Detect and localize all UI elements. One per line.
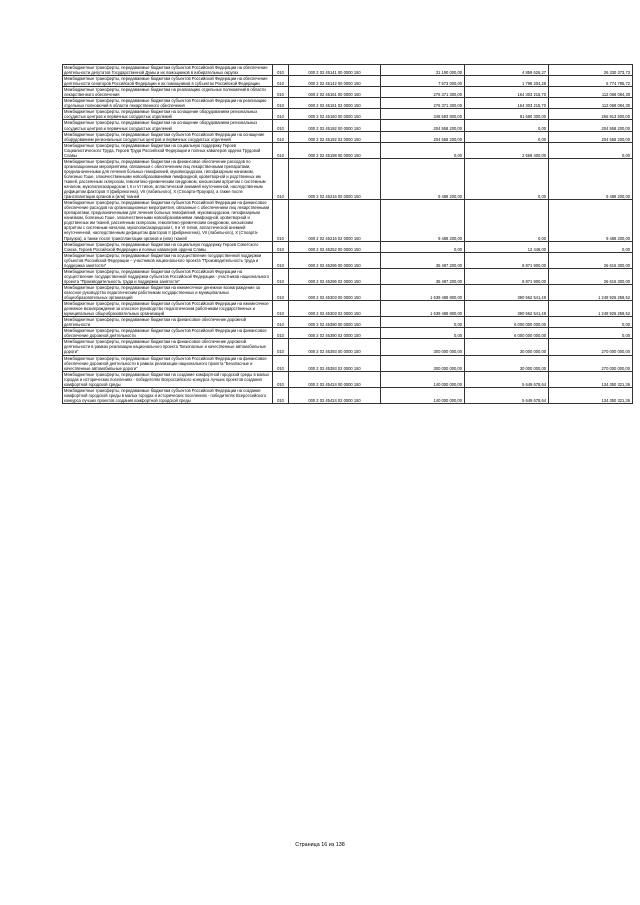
row-kbk-cell: 000 2 02 45390 00 0000 150 [289, 317, 381, 328]
row-executed-cell: 5 649 678,64 [465, 387, 549, 403]
row-assigned-cell: 204 558 200,00 [381, 120, 465, 131]
row-kbk-cell: 000 2 02 45252 00 0000 150 [289, 241, 381, 252]
row-assigned-cell: 0,00 [381, 317, 465, 328]
table-row [63, 109, 633, 120]
table-row [63, 371, 633, 387]
table-row [63, 387, 633, 403]
row-name-cell: Межбюджетные трансферты, передаваемые бюджетам на осуществление государственной поддержки субъектов Российской Федерации – участников национального проекта "Производительность труда и поддержка занятости" [63, 252, 273, 268]
row-kbk-cell: 000 2 02 45424 02 0000 150 [289, 387, 381, 403]
table-row [63, 339, 633, 355]
table-row [63, 76, 633, 87]
row-unexecuted-cell: 5 774 795,72 [549, 76, 633, 87]
row-executed-cell: 390 562 541,48 [465, 301, 549, 317]
row-name-cell: Межбюджетные трансферты, передаваемые бюджетам субъектов Российской Федерации на финансовое обеспечение расходов на организационные мероприятия, связанные с обеспечением лиц лекарственными препаратами, предназначенными для лечения больных гемофилией, муковисцидозом, гипофизарным нанизмом, болезнью Гоше, злокачественными новообразованиями лимфоидной, кроветворной и родственных им тканей, рассеянным склерозом, гемолитико-уремическим синдромом, юношеским артритом с системным началом, мукополисахаридозом I, II и VI типов, апластической анемией неуточненной, наследственным дефицитом факторов II (фибриногена), VII (лабильного), X (Стюарта-Прауэра), а также после трансплантации органов и (или) тканей [63, 200, 273, 241]
row-name-cell: Межбюджетные трансферты, передаваемые бюджетам субъектов Российской Федерации на финансовое обеспечение дорожной деятельности в рамках реализации национального проекта "Безопасные и качественные автомобильные дороги" [63, 355, 273, 371]
row-unexecuted-cell: 9 488 200,00 [549, 200, 633, 241]
row-code-cell: 010 [273, 241, 289, 252]
row-name-cell: Межбюджетные трансферты, передаваемые бюджетам на социальную поддержку Героев Социалистического Труда, Героев Труда Российской Федерации и полных кавалеров ордена Трудовой Славы [63, 142, 273, 158]
row-name-cell: Межбюджетные трансферты, передаваемые бюджетам субъектов Российской Федерации на ежемесячное денежное вознаграждение за классное руководство педагогическим работникам государственных и муниципальных общеобразовательных организаций [63, 301, 273, 317]
row-assigned-cell: 1 639 488 800,00 [381, 301, 465, 317]
row-executed-cell: 30 000 000,00 [465, 355, 549, 371]
row-code-cell: 010 [273, 328, 289, 339]
row-assigned-cell: 276 371 300,00 [381, 98, 465, 109]
row-name-cell: Межбюджетные трансферты, передаваемые бюджетам на оснащение оборудованием региональных сосудистых центров и первичных сосудистых отделений [63, 109, 273, 120]
row-code-cell: 010 [273, 200, 289, 241]
table-row [63, 252, 633, 268]
row-kbk-cell: 000 2 02 45141 00 0000 150 [289, 65, 381, 76]
row-code-cell: 010 [273, 109, 289, 120]
row-code-cell: 010 [273, 76, 289, 87]
row-name-cell: Межбюджетные трансферты, передаваемые бюджетам субъектов Российской Федерации на обеспечение деятельности депутатов Государственной Думы и их помощников в избирательных округах [63, 65, 273, 76]
row-kbk-cell: 000 2 02 45161 00 0000 150 [289, 87, 381, 98]
row-code-cell: 010 [273, 371, 289, 387]
row-kbk-cell: 000 2 02 45142 00 0000 150 [289, 76, 381, 87]
row-assigned-cell: 35 487 200,00 [381, 268, 465, 284]
row-code-cell: 010 [273, 120, 289, 131]
table-row [63, 120, 633, 131]
row-unexecuted-cell: 9 488 200,00 [549, 158, 633, 199]
row-kbk-cell: 000 2 02 45192 00 0000 150 [289, 120, 381, 131]
row-kbk-cell: 000 2 02 45296 02 0000 150 [289, 268, 381, 284]
table-row [63, 328, 633, 339]
row-code-cell: 010 [273, 339, 289, 355]
row-assigned-cell: 9 488 200,00 [381, 200, 465, 241]
row-code-cell: 010 [273, 65, 289, 76]
row-unexecuted-cell: 270 000 000,00 [549, 355, 633, 371]
row-unexecuted-cell: 112 068 084,30 [549, 98, 633, 109]
row-code-cell: 010 [273, 268, 289, 284]
row-assigned-cell: 0,00 [381, 241, 465, 252]
row-assigned-cell: 204 558 200,00 [381, 131, 465, 142]
row-code-cell: 010 [273, 355, 289, 371]
row-assigned-cell: 300 000 000,00 [381, 355, 465, 371]
row-kbk-cell: 000 2 02 45296 00 0000 150 [289, 252, 381, 268]
row-executed-cell: 4 859 626,27 [465, 65, 549, 76]
row-name-cell: Межбюджетные трансферты, передаваемые бюджетам на создание комфортной городской среды в малых городах и исторических поселениях - победителях Всероссийского конкурса лучших проектов создания комфортной городской среды [63, 371, 273, 387]
row-executed-cell: 6 000 000 000,00 [465, 328, 549, 339]
row-unexecuted-cell: 134 350 321,36 [549, 371, 633, 387]
row-unexecuted-cell: 134 350 321,36 [549, 387, 633, 403]
row-code-cell: 010 [273, 284, 289, 300]
table-row [63, 131, 633, 142]
row-kbk-cell: 000 2 02 45393 00 0000 150 [289, 339, 381, 355]
row-assigned-cell: 140 000 000,00 [381, 387, 465, 403]
row-unexecuted-cell: 0,00 [549, 328, 633, 339]
row-unexecuted-cell: 204 558 200,00 [549, 120, 633, 131]
table-row [63, 158, 633, 199]
row-unexecuted-cell: 112 068 084,30 [549, 87, 633, 98]
row-assigned-cell: 7 573 000,00 [381, 76, 465, 87]
row-executed-cell: 164 303 215,70 [465, 87, 549, 98]
row-unexecuted-cell: 0,00 [549, 241, 633, 252]
row-executed-cell: 0,00 [465, 131, 549, 142]
row-name-cell: Межбюджетные трансферты, передаваемые бюджетам субъектов Российской Федерации на финансовое обеспечение дорожной деятельности [63, 328, 273, 339]
row-name-cell: Межбюджетные трансферты, передаваемые бюджетам на финансовое обеспечение расходов по организационным мероприятиям, связанным с обеспечением лиц лекарственными препаратами, предназначенными для лечения больных гемофилией, муковисцидозом, гипофизарным нанизмом, болезнью Гоше, злокачественными новообразованиями лимфоидной, кроветворной и родственных им тканей, рассеянным склерозом, гемолитико-уремическим синдромом, юношеским артритом с системным началом, мукополисахаридозом I, II и VI типов, апластической анемией неуточненной, наследственным дефицитом факторов II (фибриногена), VII (лабильного), X (Стюарта-Прауэра), а также после трансплантации органов и (или) тканей [63, 158, 273, 199]
row-executed-cell: 5 649 678,64 [465, 371, 549, 387]
row-executed-cell: 164 303 215,70 [465, 98, 549, 109]
row-assigned-cell: 276 371 300,00 [381, 87, 465, 98]
row-kbk-cell: 000 2 02 45303 00 0000 150 [289, 284, 381, 300]
row-name-cell: Межбюджетные трансферты, передаваемые бюджетам на финансовое обеспечение дорожной деятельности [63, 317, 273, 328]
row-name-cell: Межбюджетные трансферты, передаваемые бюджетам на финансовое обеспечение дорожной деятельности в рамках реализации национального проекта "Безопасные и качественные автомобильные дороги" [63, 339, 273, 355]
row-executed-cell: 6 000 000 000,00 [465, 317, 549, 328]
row-name-cell: Межбюджетные трансферты, передаваемые бюджетам на ежемесячное денежное вознаграждение за классное руководство педагогическим работникам государственных и муниципальных общеобразовательных организаций [63, 284, 273, 300]
row-assigned-cell: 0,00 [381, 328, 465, 339]
row-code-cell: 010 [273, 142, 289, 158]
row-assigned-cell: 140 000 000,00 [381, 371, 465, 387]
table-body [63, 65, 633, 404]
table-row [63, 268, 633, 284]
row-code-cell: 010 [273, 301, 289, 317]
row-assigned-cell: 348 593 800,00 [381, 109, 465, 120]
table-row [63, 241, 633, 252]
table-row [63, 87, 633, 98]
row-assigned-cell: 31 190 000,00 [381, 65, 465, 76]
row-kbk-cell: 000 2 02 45390 02 0000 150 [289, 328, 381, 339]
row-unexecuted-cell: 0,00 [549, 317, 633, 328]
row-code-cell: 010 [273, 387, 289, 403]
table-row [63, 200, 633, 241]
row-code-cell: 010 [273, 252, 289, 268]
table-row [63, 142, 633, 158]
row-executed-cell: 390 562 541,48 [465, 284, 549, 300]
row-executed-cell: 8 871 900,00 [465, 268, 549, 284]
row-unexecuted-cell: 1 248 926 258,52 [549, 301, 633, 317]
row-name-cell: Межбюджетные трансферты, передаваемые бюджетам на оснащение оборудованием региональных сосудистых центров и первичных сосудистых отделений [63, 120, 273, 131]
row-assigned-cell: 0,00 [381, 142, 465, 158]
row-executed-cell: 8 871 900,00 [465, 252, 549, 268]
row-name-cell: Межбюджетные трансферты, передаваемые бюджетам субъектов Российской Федерации на реализацию отдельных полномочий в области лекарственного обеспечения [63, 98, 273, 109]
page-footer: Страница 16 из 138 [295, 842, 345, 848]
row-unexecuted-cell: 204 558 200,00 [549, 131, 633, 142]
row-unexecuted-cell: 26 330 373,73 [549, 65, 633, 76]
row-assigned-cell: 9 488 200,00 [381, 158, 465, 199]
row-name-cell: Межбюджетные трансферты, передаваемые бюджетам субъектов Российской Федерации на оснащение оборудованием региональных сосудистых центров и первичных сосудистых отделений [63, 131, 273, 142]
row-code-cell: 010 [273, 98, 289, 109]
row-kbk-cell: 000 2 02 45160 00 0000 150 [289, 109, 381, 120]
row-name-cell: Межбюджетные трансферты, передаваемые бюджетам субъектов Российской Федерации на обеспечение деятельности сенаторов Российской Федерации и их помощников в субъектах Российской Федерации [63, 76, 273, 87]
row-name-cell: Межбюджетные трансферты, передаваемые бюджетам на социальную поддержку Героев Советского Союза, Героев Российской Федерации и полных кавалеров ордена Славы [63, 241, 273, 252]
row-executed-cell: 12 448,00 [465, 241, 549, 252]
row-name-cell: Межбюджетные трансферты, передаваемые бюджетам субъектов Российской Федерации на осуществление государственной поддержки субъектов Российской Федерации - участников национального проекта "Производительность труда и поддержка занятости" [63, 268, 273, 284]
row-executed-cell: 0,00 [465, 158, 549, 199]
row-executed-cell: 30 000 000,00 [465, 339, 549, 355]
row-unexecuted-cell: 0,00 [549, 142, 633, 158]
row-name-cell: Межбюджетные трансферты, передаваемые бюджетам на реализацию отдельных полномочий в области лекарственного обеспечения [63, 87, 273, 98]
row-executed-cell: 0,00 [465, 200, 549, 241]
table-row [63, 317, 633, 328]
report-table [62, 64, 633, 404]
row-unexecuted-cell: 266 913 500,00 [549, 109, 633, 120]
row-kbk-cell: 000 2 02 45216 00 0000 150 [289, 158, 381, 199]
row-kbk-cell: 000 2 02 45216 02 0000 150 [289, 200, 381, 241]
table-row [63, 355, 633, 371]
table-row [63, 301, 633, 317]
row-executed-cell: 0,00 [465, 120, 549, 131]
row-executed-cell: 2 569 400,00 [465, 142, 549, 158]
row-code-cell: 010 [273, 158, 289, 199]
row-assigned-cell: 35 487 200,00 [381, 252, 465, 268]
row-unexecuted-cell: 26 615 300,00 [549, 252, 633, 268]
row-assigned-cell: 1 639 488 800,00 [381, 284, 465, 300]
row-code-cell: 010 [273, 131, 289, 142]
row-kbk-cell: 000 2 02 45424 00 0000 150 [289, 371, 381, 387]
row-kbk-cell: 000 2 02 45192 02 0000 150 [289, 131, 381, 142]
row-kbk-cell: 000 2 02 45198 00 0000 150 [289, 142, 381, 158]
row-name-cell: Межбюджетные трансферты, передаваемые бюджетам субъектов Российской Федерации на создание комфортной городской среды в малых городах и исторических поселениях - победителях Всероссийского конкурса лучших проектов создания комфортной городской среды [63, 387, 273, 403]
row-executed-cell: 1 798 204,28 [465, 76, 549, 87]
row-code-cell: 010 [273, 87, 289, 98]
table-row [63, 65, 633, 76]
row-kbk-cell: 000 2 02 45393 02 0000 150 [289, 355, 381, 371]
row-executed-cell: 81 680 300,00 [465, 109, 549, 120]
table-row [63, 98, 633, 109]
row-assigned-cell: 300 000 000,00 [381, 339, 465, 355]
row-kbk-cell: 000 2 02 45161 02 0000 150 [289, 98, 381, 109]
row-unexecuted-cell: 1 248 926 258,52 [549, 284, 633, 300]
row-kbk-cell: 000 2 02 45303 02 0000 150 [289, 301, 381, 317]
table-row [63, 284, 633, 300]
row-unexecuted-cell: 270 000 000,00 [549, 339, 633, 355]
row-code-cell: 010 [273, 317, 289, 328]
row-unexecuted-cell: 26 615 300,00 [549, 268, 633, 284]
